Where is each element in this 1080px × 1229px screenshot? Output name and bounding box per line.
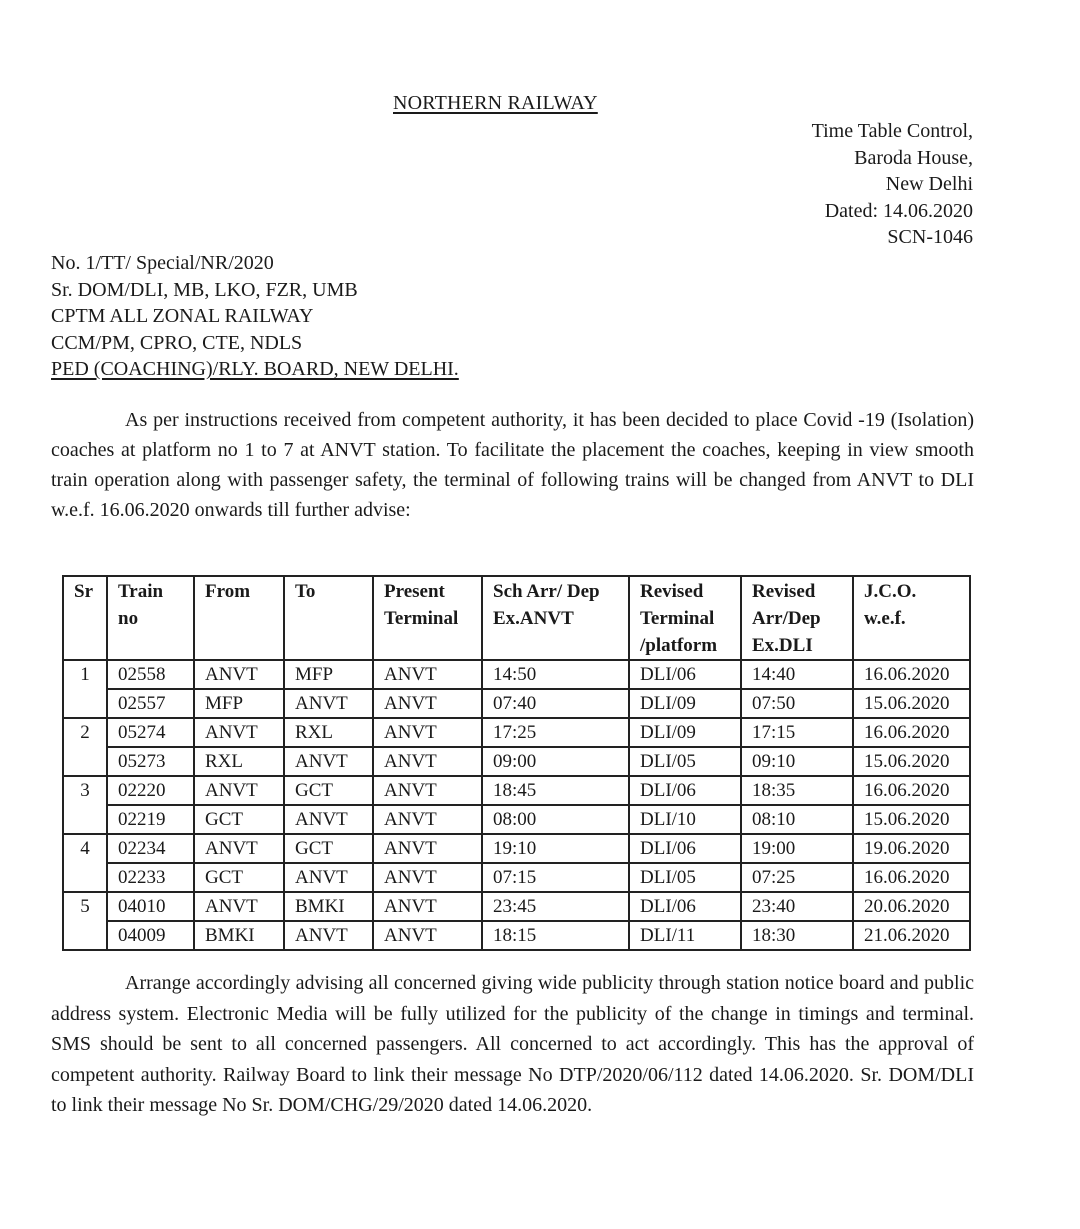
table-cell: DLI/11 xyxy=(629,921,741,950)
table-cell: 15.06.2020 xyxy=(853,747,970,776)
table-row xyxy=(63,805,970,834)
table-cell: DLI/05 xyxy=(629,863,741,892)
column-header-text: Train xyxy=(118,581,164,602)
table-cell: GCT xyxy=(284,776,373,805)
table-cell: BMKI xyxy=(284,892,373,921)
table-cell: 09:00 xyxy=(482,747,629,776)
table-cell: 16.06.2020 xyxy=(853,776,970,805)
table-cell: ANVT xyxy=(194,776,284,805)
table-cell: DLI/10 xyxy=(629,805,741,834)
table-cell: 19:10 xyxy=(482,834,629,863)
table-cell: DLI/09 xyxy=(629,718,741,747)
table-cell: RXL xyxy=(194,747,284,776)
column-header-text: Ex.ANVT xyxy=(493,608,574,629)
table-cell: 17:25 xyxy=(482,718,629,747)
table-cell: ANVT xyxy=(373,834,482,863)
office-address-block xyxy=(812,118,973,251)
table-cell: DLI/06 xyxy=(629,892,741,921)
column-header xyxy=(482,576,629,660)
table-cell: ANVT xyxy=(284,689,373,718)
column-header-text: Revised xyxy=(640,581,704,602)
table-cell: 15.06.2020 xyxy=(853,805,970,834)
table-cell: 16.06.2020 xyxy=(853,863,970,892)
table-cell: ANVT xyxy=(373,805,482,834)
table-cell: ANVT xyxy=(284,805,373,834)
table-row xyxy=(63,834,970,863)
table-cell: MFP xyxy=(194,689,284,718)
table-cell: 14:50 xyxy=(482,660,629,689)
table-cell: GCT xyxy=(194,805,284,834)
table-cell: GCT xyxy=(194,863,284,892)
table-cell: DLI/05 xyxy=(629,747,741,776)
table-cell: 07:25 xyxy=(741,863,853,892)
table-cell: ANVT xyxy=(284,863,373,892)
table-cell: ANVT xyxy=(194,660,284,689)
column-header xyxy=(853,576,970,660)
table-cell: DLI/06 xyxy=(629,660,741,689)
table-cell: 05273 xyxy=(107,747,194,776)
table-cell: 19:00 xyxy=(741,834,853,863)
table-cell: 18:30 xyxy=(741,921,853,950)
closing-paragraph: Arrange accordingly advising all concerned giving wide publicity through station notice board and public address system. Electronic Media will be fully utilized for the publicity of the change in timings and terminal. SMS should be sent to all concerned passengers. All concerned to act accordingly. This has the approval of competent authority. Railway Board to link their message No DTP/2020/06/112 dated 14.06.2020. Sr. DOM/DLI to link their message No Sr. DOM/CHG/29/2020 dated 14.06.2020. xyxy=(51,972,974,1116)
table-cell: GCT xyxy=(284,834,373,863)
column-header xyxy=(629,576,741,660)
table-cell: DLI/06 xyxy=(629,776,741,805)
document-heading: NORTHERN RAILWAY xyxy=(393,92,598,114)
serial-number-cell: 4 xyxy=(63,834,107,863)
table-cell: 18:35 xyxy=(741,776,853,805)
column-header xyxy=(63,576,107,660)
table-cell: 08:10 xyxy=(741,805,853,834)
table-cell: ANVT xyxy=(373,892,482,921)
column-header-text: To xyxy=(295,581,316,602)
table-cell: 20.06.2020 xyxy=(853,892,970,921)
column-header-text: Terminal xyxy=(384,608,459,629)
column-header xyxy=(107,576,194,660)
table-cell: 16.06.2020 xyxy=(853,718,970,747)
addressee-line: CPTM ALL ZONAL RAILWAY xyxy=(51,305,314,327)
table-cell: ANVT xyxy=(284,747,373,776)
addressee-line: Sr. DOM/DLI, MB, LKO, FZR, UMB xyxy=(51,278,358,301)
table-cell: ANVT xyxy=(284,921,373,950)
table-cell: 17:15 xyxy=(741,718,853,747)
table-cell: 07:40 xyxy=(482,689,629,718)
addressee-line: PED (COACHING)/RLY. BOARD, NEW DELHI. xyxy=(51,358,459,380)
table-cell: BMKI xyxy=(194,921,284,950)
serial-number-cell: 1 xyxy=(63,660,107,689)
serial-number-cell xyxy=(63,805,107,834)
table-row xyxy=(63,921,970,950)
office-line: Baroda House, xyxy=(854,146,973,169)
table-cell: ANVT xyxy=(373,921,482,950)
table-cell: 08:00 xyxy=(482,805,629,834)
column-header xyxy=(284,576,373,660)
reference-number: No. 1/TT/ Special/NR/2020 xyxy=(51,252,274,274)
table-cell: 04009 xyxy=(107,921,194,950)
column-header-text: Arr/Dep xyxy=(752,608,821,629)
addressee-line: CCM/PM, CPRO, CTE, NDLS xyxy=(51,331,303,354)
column-header-text: From xyxy=(205,581,251,602)
table-row xyxy=(63,776,970,805)
table-cell: ANVT xyxy=(373,747,482,776)
table-cell: 07:15 xyxy=(482,863,629,892)
table-row xyxy=(63,863,970,892)
column-header-text: Sr xyxy=(74,581,93,602)
table-cell: 16.06.2020 xyxy=(853,660,970,689)
table-cell: ANVT xyxy=(373,776,482,805)
column-header xyxy=(373,576,482,660)
table-cell: 02220 xyxy=(107,776,194,805)
table-cell: ANVT xyxy=(194,892,284,921)
column-header-text: no xyxy=(118,608,139,629)
table-row xyxy=(63,747,970,776)
addressee-block xyxy=(51,250,459,383)
column-header xyxy=(194,576,284,660)
table-cell: MFP xyxy=(284,660,373,689)
table-cell: ANVT xyxy=(373,660,482,689)
table-row xyxy=(63,718,970,747)
column-header-text: w.e.f. xyxy=(864,608,906,629)
table-cell: 18:45 xyxy=(482,776,629,805)
table-cell: 02233 xyxy=(107,863,194,892)
table-row xyxy=(63,660,970,689)
table-cell: DLI/06 xyxy=(629,834,741,863)
table-row xyxy=(63,892,970,921)
serial-number-cell: 3 xyxy=(63,776,107,805)
table-cell: 18:15 xyxy=(482,921,629,950)
office-line: New Delhi xyxy=(885,173,973,195)
column-header-text: Ex.DLI xyxy=(752,635,813,656)
serial-number-cell: 2 xyxy=(63,718,107,747)
scn-number: SCN-1046 xyxy=(887,226,973,248)
serial-number-cell xyxy=(63,747,107,776)
table-cell: 19.06.2020 xyxy=(853,834,970,863)
table-cell: 04010 xyxy=(107,892,194,921)
column-header-text: /platform xyxy=(640,635,718,656)
table-cell: DLI/09 xyxy=(629,689,741,718)
table-cell: 07:50 xyxy=(741,689,853,718)
date-line: Dated: 14.06.2020 xyxy=(824,199,973,222)
table-cell: 21.06.2020 xyxy=(853,921,970,950)
column-header xyxy=(741,576,853,660)
table-cell: 02219 xyxy=(107,805,194,834)
instruction-paragraph: As per instructions received from competent authority, it has been decided to place Covid -19 (Isolation) coaches at platform no 1 to 7 at ANVT station. To facilitate the placement the coaches, keeping in view smooth train operation along with passenger safety, the terminal of following trains will be changed from ANVT to DLI w.e.f. 16.06.2020 onwards till further advise: xyxy=(51,409,974,521)
table-cell: 23:45 xyxy=(482,892,629,921)
table-row xyxy=(63,689,970,718)
table-cell: 23:40 xyxy=(741,892,853,921)
table-cell: 09:10 xyxy=(741,747,853,776)
table-cell: RXL xyxy=(284,718,373,747)
table-cell: ANVT xyxy=(373,863,482,892)
column-header-text: Terminal xyxy=(640,608,715,629)
table-cell: ANVT xyxy=(373,689,482,718)
table-cell: 02234 xyxy=(107,834,194,863)
serial-number-cell: 5 xyxy=(63,892,107,921)
table-cell: ANVT xyxy=(373,718,482,747)
office-line: Time Table Control, xyxy=(811,120,973,142)
column-header-text: Revised xyxy=(752,581,816,602)
column-header-text: Present xyxy=(384,581,445,602)
serial-number-cell xyxy=(63,863,107,892)
table-header-row xyxy=(63,576,970,660)
table-cell: ANVT xyxy=(194,718,284,747)
serial-number-cell xyxy=(63,921,107,950)
table-cell: 02558 xyxy=(107,660,194,689)
table-cell: 14:40 xyxy=(741,660,853,689)
column-header-text: J.C.O. xyxy=(864,581,917,602)
table-cell: 15.06.2020 xyxy=(853,689,970,718)
column-header-text: Sch Arr/ Dep xyxy=(493,581,600,602)
train-terminal-table xyxy=(62,575,971,951)
table-cell: 02557 xyxy=(107,689,194,718)
table-cell: 05274 xyxy=(107,718,194,747)
table-cell: ANVT xyxy=(194,834,284,863)
serial-number-cell xyxy=(63,689,107,718)
